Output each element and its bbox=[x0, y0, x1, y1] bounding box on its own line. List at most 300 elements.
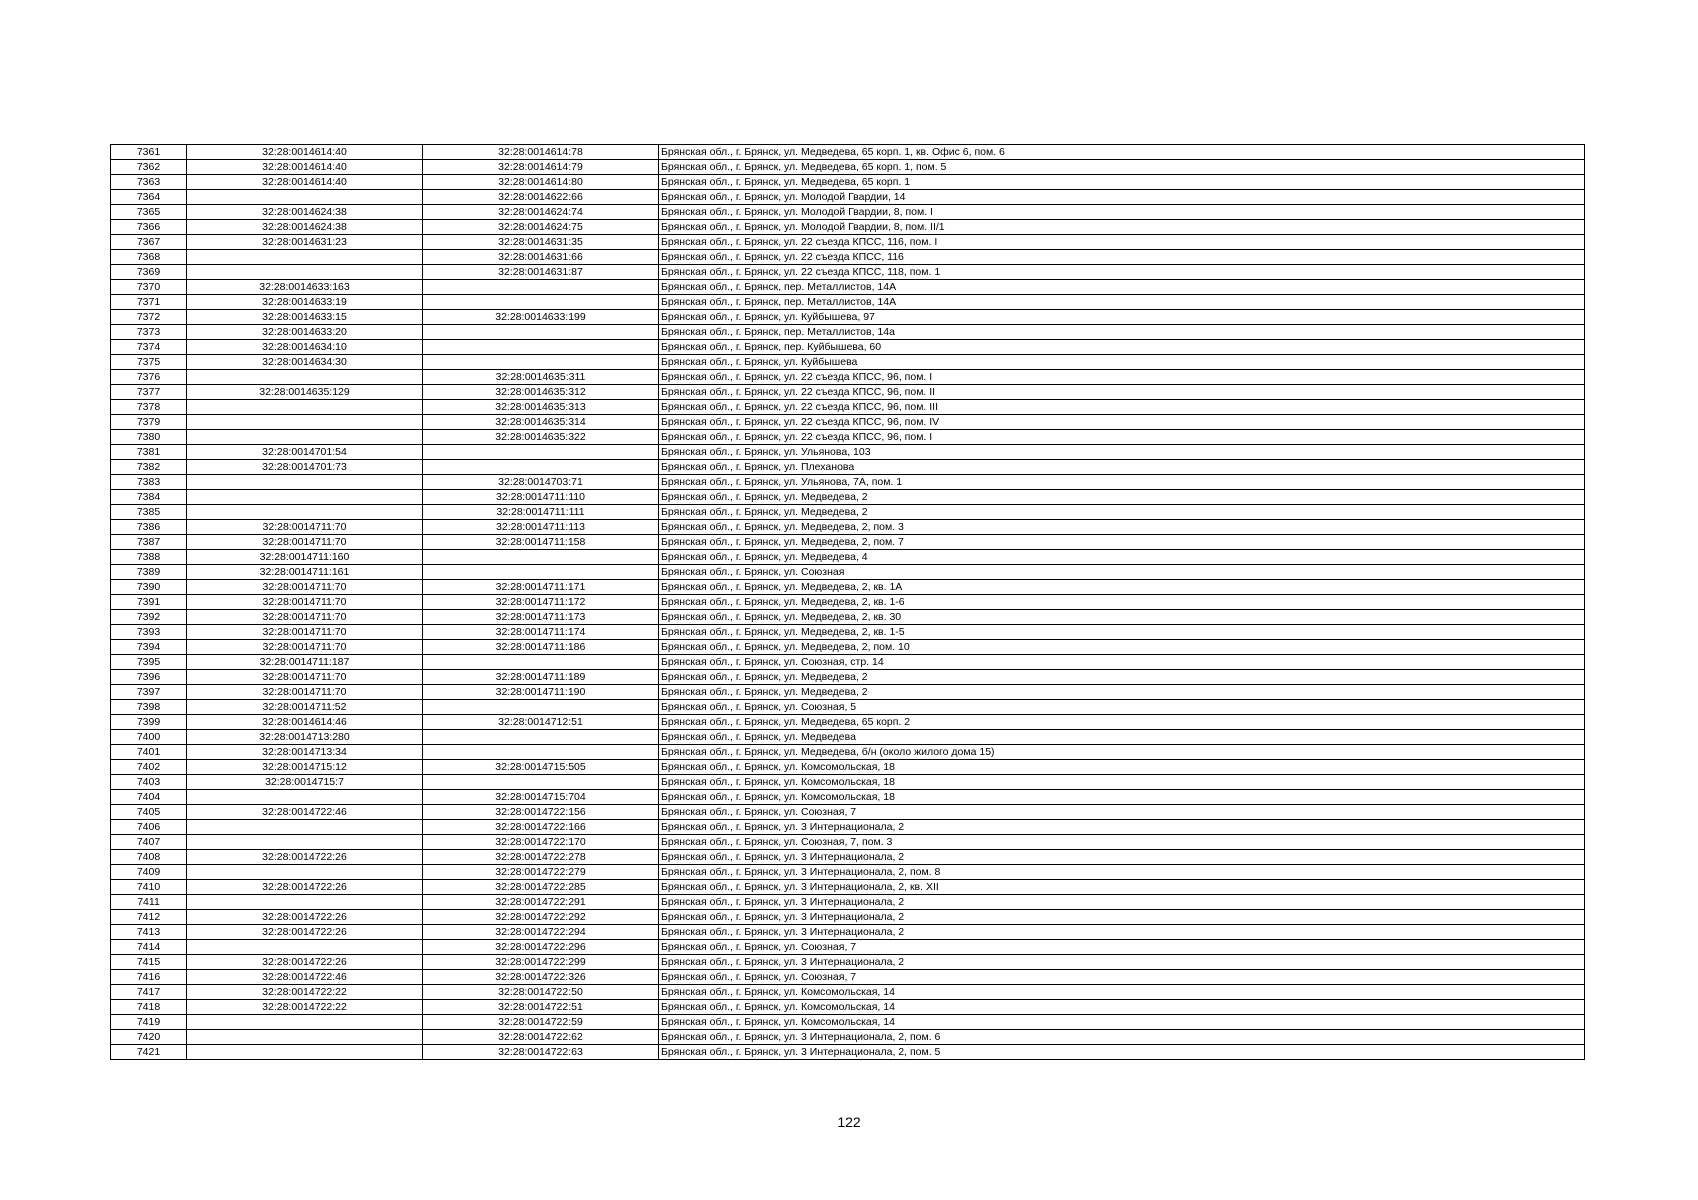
address-cell: Брянская обл., г. Брянск, ул. Куйбышева, 97 bbox=[659, 310, 1585, 325]
object-number-cell: 32:28:0014722:170 bbox=[423, 835, 659, 850]
object-number-cell: 32:28:0014722:59 bbox=[423, 1015, 659, 1030]
address-cell: Брянская обл., г. Брянск, ул. Медведева, 65 корп. 2 bbox=[659, 715, 1585, 730]
object-number-cell: 32:28:0014715:505 bbox=[423, 760, 659, 775]
parcel-number-cell: 32:28:0014633:20 bbox=[187, 325, 423, 340]
address-cell: Брянская обл., г. Брянск, пер. Металлистов, 14А bbox=[659, 295, 1585, 310]
parcel-number-cell: 32:28:0014715:12 bbox=[187, 760, 423, 775]
table-row bbox=[111, 370, 1585, 385]
address-cell: Брянская обл., г. Брянск, ул. 3 Интернационала, 2 bbox=[659, 910, 1585, 925]
table-row bbox=[111, 670, 1585, 685]
table-row bbox=[111, 865, 1585, 880]
table-row bbox=[111, 475, 1585, 490]
row-number-cell: 7406 bbox=[111, 820, 187, 835]
object-number-cell: 32:28:0014722:166 bbox=[423, 820, 659, 835]
address-cell: Брянская обл., г. Брянск, ул. Комсомольская, 14 bbox=[659, 1000, 1585, 1015]
table-row bbox=[111, 430, 1585, 445]
table-row bbox=[111, 760, 1585, 775]
address-cell: Брянская обл., г. Брянск, ул. 22 съезда КПСС, 96, пом. III bbox=[659, 400, 1585, 415]
table-row bbox=[111, 985, 1585, 1000]
parcel-number-cell: 32:28:0014722:26 bbox=[187, 955, 423, 970]
address-cell: Брянская обл., г. Брянск, ул. Медведева, б/н (около жилого дома 15) bbox=[659, 745, 1585, 760]
row-number-cell: 7398 bbox=[111, 700, 187, 715]
object-number-cell bbox=[423, 565, 659, 580]
parcel-number-cell bbox=[187, 940, 423, 955]
table-row bbox=[111, 355, 1585, 370]
parcel-number-cell: 32:28:0014633:163 bbox=[187, 280, 423, 295]
parcel-number-cell: 32:28:0014614:46 bbox=[187, 715, 423, 730]
parcel-number-cell: 32:28:0014722:46 bbox=[187, 805, 423, 820]
address-cell: Брянская обл., г. Брянск, ул. 22 съезда КПСС, 118, пом. 1 bbox=[659, 265, 1585, 280]
parcel-number-cell bbox=[187, 190, 423, 205]
table-row bbox=[111, 835, 1585, 850]
row-number-cell: 7368 bbox=[111, 250, 187, 265]
table-row bbox=[111, 1000, 1585, 1015]
address-cell: Брянская обл., г. Брянск, ул. 22 съезда КПСС, 96, пом. II bbox=[659, 385, 1585, 400]
table-row bbox=[111, 280, 1585, 295]
table-row bbox=[111, 610, 1585, 625]
row-number-cell: 7397 bbox=[111, 685, 187, 700]
parcel-number-cell: 32:28:0014711:52 bbox=[187, 700, 423, 715]
object-number-cell: 32:28:0014722:326 bbox=[423, 970, 659, 985]
address-cell: Брянская обл., г. Брянск, ул. Союзная, 7 bbox=[659, 970, 1585, 985]
address-cell: Брянская обл., г. Брянск, ул. Медведева, 2, пом. 10 bbox=[659, 640, 1585, 655]
table-row bbox=[111, 730, 1585, 745]
table-row bbox=[111, 1015, 1585, 1030]
parcel-number-cell: 32:28:0014711:70 bbox=[187, 580, 423, 595]
table-row bbox=[111, 655, 1585, 670]
row-number-cell: 7390 bbox=[111, 580, 187, 595]
address-cell: Брянская обл., г. Брянск, ул. Молодой Гвардии, 14 bbox=[659, 190, 1585, 205]
object-number-cell: 32:28:0014722:291 bbox=[423, 895, 659, 910]
row-number-cell: 7377 bbox=[111, 385, 187, 400]
parcel-number-cell bbox=[187, 1015, 423, 1030]
row-number-cell: 7401 bbox=[111, 745, 187, 760]
parcel-number-cell: 32:28:0014722:46 bbox=[187, 970, 423, 985]
registry-table bbox=[110, 144, 1585, 1060]
address-cell: Брянская обл., г. Брянск, ул. 22 съезда КПСС, 116, пом. I bbox=[659, 235, 1585, 250]
object-number-cell: 32:28:0014711:189 bbox=[423, 670, 659, 685]
row-number-cell: 7374 bbox=[111, 340, 187, 355]
object-number-cell: 32:28:0014624:75 bbox=[423, 220, 659, 235]
row-number-cell: 7415 bbox=[111, 955, 187, 970]
address-cell: Брянская обл., г. Брянск, ул. Молодой Гвардии, 8, пом. II/1 bbox=[659, 220, 1585, 235]
object-number-cell: 32:28:0014722:296 bbox=[423, 940, 659, 955]
row-number-cell: 7365 bbox=[111, 205, 187, 220]
row-number-cell: 7407 bbox=[111, 835, 187, 850]
table-row bbox=[111, 1030, 1585, 1045]
table-row bbox=[111, 895, 1585, 910]
address-cell: Брянская обл., г. Брянск, ул. Союзная, 7 bbox=[659, 940, 1585, 955]
table-row bbox=[111, 505, 1585, 520]
parcel-number-cell: 32:28:0014722:26 bbox=[187, 925, 423, 940]
row-number-cell: 7410 bbox=[111, 880, 187, 895]
object-number-cell: 32:28:0014722:156 bbox=[423, 805, 659, 820]
row-number-cell: 7362 bbox=[111, 160, 187, 175]
parcel-number-cell: 32:28:0014722:22 bbox=[187, 985, 423, 1000]
table-row bbox=[111, 880, 1585, 895]
address-cell: Брянская обл., г. Брянск, ул. Ульянова, 103 bbox=[659, 445, 1585, 460]
object-number-cell bbox=[423, 745, 659, 760]
table-row bbox=[111, 775, 1585, 790]
parcel-number-cell bbox=[187, 790, 423, 805]
address-cell: Брянская обл., г. Брянск, ул. Комсомольская, 18 bbox=[659, 790, 1585, 805]
object-number-cell: 32:28:0014635:313 bbox=[423, 400, 659, 415]
parcel-number-cell bbox=[187, 1030, 423, 1045]
row-number-cell: 7416 bbox=[111, 970, 187, 985]
table-row bbox=[111, 550, 1585, 565]
row-number-cell: 7391 bbox=[111, 595, 187, 610]
row-number-cell: 7409 bbox=[111, 865, 187, 880]
parcel-number-cell bbox=[187, 265, 423, 280]
row-number-cell: 7388 bbox=[111, 550, 187, 565]
object-number-cell: 32:28:0014722:50 bbox=[423, 985, 659, 1000]
row-number-cell: 7373 bbox=[111, 325, 187, 340]
parcel-number-cell: 32:28:0014631:23 bbox=[187, 235, 423, 250]
address-cell: Брянская обл., г. Брянск, ул. Плеханова bbox=[659, 460, 1585, 475]
object-number-cell: 32:28:0014722:279 bbox=[423, 865, 659, 880]
address-cell: Брянская обл., г. Брянск, ул. Медведева, 2 bbox=[659, 670, 1585, 685]
table-row bbox=[111, 235, 1585, 250]
object-number-cell: 32:28:0014722:299 bbox=[423, 955, 659, 970]
table-row bbox=[111, 580, 1585, 595]
address-cell: Брянская обл., г. Брянск, ул. Медведева, 4 bbox=[659, 550, 1585, 565]
row-number-cell: 7399 bbox=[111, 715, 187, 730]
parcel-number-cell: 32:28:0014715:7 bbox=[187, 775, 423, 790]
row-number-cell: 7384 bbox=[111, 490, 187, 505]
table-row bbox=[111, 940, 1585, 955]
address-cell: Брянская обл., г. Брянск, ул. Комсомольская, 18 bbox=[659, 775, 1585, 790]
object-number-cell: 32:28:0014635:311 bbox=[423, 370, 659, 385]
address-cell: Брянская обл., г. Брянск, ул. Союзная, стр. 14 bbox=[659, 655, 1585, 670]
page-number: 122 bbox=[837, 1114, 861, 1130]
address-cell: Брянская обл., г. Брянск, ул. Медведева, 2, кв. 30 bbox=[659, 610, 1585, 625]
object-number-cell: 32:28:0014622:66 bbox=[423, 190, 659, 205]
address-cell: Брянская обл., г. Брянск, ул. Медведева, 2, кв. 1-6 bbox=[659, 595, 1585, 610]
table-row bbox=[111, 220, 1585, 235]
table-row bbox=[111, 250, 1585, 265]
table-row bbox=[111, 490, 1585, 505]
table-row bbox=[111, 325, 1585, 340]
row-number-cell: 7375 bbox=[111, 355, 187, 370]
parcel-number-cell: 32:28:0014701:54 bbox=[187, 445, 423, 460]
parcel-number-cell: 32:28:0014624:38 bbox=[187, 220, 423, 235]
table-row bbox=[111, 445, 1585, 460]
parcel-number-cell bbox=[187, 835, 423, 850]
table-row bbox=[111, 535, 1585, 550]
parcel-number-cell: 32:28:0014713:34 bbox=[187, 745, 423, 760]
row-number-cell: 7385 bbox=[111, 505, 187, 520]
parcel-number-cell: 32:28:0014711:160 bbox=[187, 550, 423, 565]
parcel-number-cell: 32:28:0014711:161 bbox=[187, 565, 423, 580]
object-number-cell: 32:28:0014722:63 bbox=[423, 1045, 659, 1060]
parcel-number-cell: 32:28:0014635:129 bbox=[187, 385, 423, 400]
row-number-cell: 7396 bbox=[111, 670, 187, 685]
row-number-cell: 7402 bbox=[111, 760, 187, 775]
object-number-cell: 32:28:0014711:173 bbox=[423, 610, 659, 625]
address-cell: Брянская обл., г. Брянск, ул. Куйбышева bbox=[659, 355, 1585, 370]
row-number-cell: 7393 bbox=[111, 625, 187, 640]
parcel-number-cell: 32:28:0014634:30 bbox=[187, 355, 423, 370]
table-row bbox=[111, 310, 1585, 325]
parcel-number-cell: 32:28:0014722:22 bbox=[187, 1000, 423, 1015]
address-cell: Брянская обл., г. Брянск, ул. 3 Интернационала, 2, пом. 6 bbox=[659, 1030, 1585, 1045]
parcel-number-cell bbox=[187, 250, 423, 265]
address-cell: Брянская обл., г. Брянск, ул. Медведева, 2, пом. 7 bbox=[659, 535, 1585, 550]
parcel-number-cell: 32:28:0014633:15 bbox=[187, 310, 423, 325]
address-cell: Брянская обл., г. Брянск, ул. Медведева, 2 bbox=[659, 490, 1585, 505]
row-number-cell: 7361 bbox=[111, 145, 187, 160]
object-number-cell: 32:28:0014722:285 bbox=[423, 880, 659, 895]
object-number-cell bbox=[423, 460, 659, 475]
row-number-cell: 7412 bbox=[111, 910, 187, 925]
row-number-cell: 7366 bbox=[111, 220, 187, 235]
row-number-cell: 7400 bbox=[111, 730, 187, 745]
table-row bbox=[111, 145, 1585, 160]
object-number-cell: 32:28:0014635:322 bbox=[423, 430, 659, 445]
address-cell: Брянская обл., г. Брянск, пер. Металлистов, 14А bbox=[659, 280, 1585, 295]
table-row bbox=[111, 205, 1585, 220]
row-number-cell: 7404 bbox=[111, 790, 187, 805]
address-cell: Брянская обл., г. Брянск, ул. Медведева, 65 корп. 1, кв. Офис 6, пом. 6 bbox=[659, 145, 1585, 160]
parcel-number-cell: 32:28:0014614:40 bbox=[187, 160, 423, 175]
object-number-cell bbox=[423, 295, 659, 310]
address-cell: Брянская обл., г. Брянск, ул. Медведева, 2, кв. 1-5 bbox=[659, 625, 1585, 640]
object-number-cell: 32:28:0014711:158 bbox=[423, 535, 659, 550]
parcel-number-cell bbox=[187, 430, 423, 445]
table-row bbox=[111, 1045, 1585, 1060]
object-number-cell: 32:28:0014712:51 bbox=[423, 715, 659, 730]
address-cell: Брянская обл., г. Брянск, ул. Медведева, 2, кв. 1А bbox=[659, 580, 1585, 595]
table-row bbox=[111, 340, 1585, 355]
row-number-cell: 7371 bbox=[111, 295, 187, 310]
row-number-cell: 7386 bbox=[111, 520, 187, 535]
object-number-cell: 32:28:0014631:66 bbox=[423, 250, 659, 265]
table-row bbox=[111, 640, 1585, 655]
address-cell: Брянская обл., г. Брянск, ул. Комсомольская, 18 bbox=[659, 760, 1585, 775]
parcel-number-cell bbox=[187, 475, 423, 490]
parcel-number-cell: 32:28:0014711:187 bbox=[187, 655, 423, 670]
address-cell: Брянская обл., г. Брянск, ул. Медведева, 2 bbox=[659, 685, 1585, 700]
parcel-number-cell: 32:28:0014614:40 bbox=[187, 175, 423, 190]
row-number-cell: 7367 bbox=[111, 235, 187, 250]
row-number-cell: 7418 bbox=[111, 1000, 187, 1015]
object-number-cell: 32:28:0014722:278 bbox=[423, 850, 659, 865]
row-number-cell: 7408 bbox=[111, 850, 187, 865]
address-cell: Брянская обл., г. Брянск, ул. 22 съезда КПСС, 96, пом. IV bbox=[659, 415, 1585, 430]
address-cell: Брянская обл., г. Брянск, ул. Медведева, 65 корп. 1, пом. 5 bbox=[659, 160, 1585, 175]
parcel-number-cell bbox=[187, 1045, 423, 1060]
parcel-number-cell: 32:28:0014711:70 bbox=[187, 610, 423, 625]
object-number-cell bbox=[423, 550, 659, 565]
table-row bbox=[111, 970, 1585, 985]
address-cell: Брянская обл., г. Брянск, ул. Ульянова, 7А, пом. 1 bbox=[659, 475, 1585, 490]
table-row bbox=[111, 415, 1585, 430]
table-row bbox=[111, 265, 1585, 280]
object-number-cell: 32:28:0014711:110 bbox=[423, 490, 659, 505]
parcel-number-cell bbox=[187, 370, 423, 385]
table-row bbox=[111, 160, 1585, 175]
address-cell: Брянская обл., г. Брянск, ул. Молодой Гвардии, 8, пом. I bbox=[659, 205, 1585, 220]
object-number-cell: 32:28:0014631:87 bbox=[423, 265, 659, 280]
row-number-cell: 7392 bbox=[111, 610, 187, 625]
parcel-number-cell: 32:28:0014722:26 bbox=[187, 880, 423, 895]
address-cell: Брянская обл., г. Брянск, ул. 3 Интернационала, 2 bbox=[659, 820, 1585, 835]
object-number-cell bbox=[423, 655, 659, 670]
row-number-cell: 7394 bbox=[111, 640, 187, 655]
object-number-cell bbox=[423, 325, 659, 340]
table-row bbox=[111, 715, 1585, 730]
table-row bbox=[111, 565, 1585, 580]
object-number-cell: 32:28:0014711:111 bbox=[423, 505, 659, 520]
object-number-cell: 32:28:0014722:294 bbox=[423, 925, 659, 940]
object-number-cell: 32:28:0014624:74 bbox=[423, 205, 659, 220]
row-number-cell: 7372 bbox=[111, 310, 187, 325]
parcel-number-cell: 32:28:0014711:70 bbox=[187, 640, 423, 655]
parcel-number-cell: 32:28:0014711:70 bbox=[187, 595, 423, 610]
row-number-cell: 7419 bbox=[111, 1015, 187, 1030]
address-cell: Брянская обл., г. Брянск, ул. 22 съезда КПСС, 96, пом. I bbox=[659, 430, 1585, 445]
table-row bbox=[111, 385, 1585, 400]
object-number-cell: 32:28:0014614:79 bbox=[423, 160, 659, 175]
table-row bbox=[111, 745, 1585, 760]
object-number-cell: 32:28:0014711:113 bbox=[423, 520, 659, 535]
table-row bbox=[111, 460, 1585, 475]
row-number-cell: 7383 bbox=[111, 475, 187, 490]
address-cell: Брянская обл., г. Брянск, ул. Комсомольская, 14 bbox=[659, 985, 1585, 1000]
object-number-cell bbox=[423, 730, 659, 745]
table-row bbox=[111, 955, 1585, 970]
address-cell: Брянская обл., г. Брянск, ул. Союзная, 7 bbox=[659, 805, 1585, 820]
table-row bbox=[111, 850, 1585, 865]
address-cell: Брянская обл., г. Брянск, ул. 3 Интернационала, 2 bbox=[659, 895, 1585, 910]
object-number-cell: 32:28:0014635:314 bbox=[423, 415, 659, 430]
object-number-cell: 32:28:0014633:199 bbox=[423, 310, 659, 325]
row-number-cell: 7381 bbox=[111, 445, 187, 460]
object-number-cell bbox=[423, 775, 659, 790]
row-number-cell: 7395 bbox=[111, 655, 187, 670]
object-number-cell bbox=[423, 355, 659, 370]
parcel-number-cell: 32:28:0014713:280 bbox=[187, 730, 423, 745]
address-cell: Брянская обл., г. Брянск, ул. 3 Интернационала, 2 bbox=[659, 955, 1585, 970]
row-number-cell: 7364 bbox=[111, 190, 187, 205]
row-number-cell: 7403 bbox=[111, 775, 187, 790]
row-number-cell: 7411 bbox=[111, 895, 187, 910]
row-number-cell: 7405 bbox=[111, 805, 187, 820]
parcel-number-cell: 32:28:0014722:26 bbox=[187, 910, 423, 925]
object-number-cell: 32:28:0014715:704 bbox=[423, 790, 659, 805]
address-cell: Брянская обл., г. Брянск, ул. Союзная, 7, пом. 3 bbox=[659, 835, 1585, 850]
table-row bbox=[111, 790, 1585, 805]
table-row bbox=[111, 625, 1585, 640]
object-number-cell: 32:28:0014631:35 bbox=[423, 235, 659, 250]
table-row bbox=[111, 190, 1585, 205]
parcel-number-cell: 32:28:0014711:70 bbox=[187, 625, 423, 640]
object-number-cell bbox=[423, 280, 659, 295]
object-number-cell: 32:28:0014711:190 bbox=[423, 685, 659, 700]
table-row bbox=[111, 820, 1585, 835]
parcel-number-cell bbox=[187, 490, 423, 505]
object-number-cell bbox=[423, 340, 659, 355]
address-cell: Брянская обл., г. Брянск, ул. 3 Интернационала, 2 bbox=[659, 925, 1585, 940]
object-number-cell: 32:28:0014703:71 bbox=[423, 475, 659, 490]
row-number-cell: 7382 bbox=[111, 460, 187, 475]
object-number-cell bbox=[423, 445, 659, 460]
row-number-cell: 7363 bbox=[111, 175, 187, 190]
parcel-number-cell bbox=[187, 820, 423, 835]
table-row bbox=[111, 685, 1585, 700]
parcel-number-cell bbox=[187, 865, 423, 880]
parcel-number-cell bbox=[187, 505, 423, 520]
table-row bbox=[111, 520, 1585, 535]
address-cell: Брянская обл., г. Брянск, ул. Комсомольская, 14 bbox=[659, 1015, 1585, 1030]
row-number-cell: 7421 bbox=[111, 1045, 187, 1060]
object-number-cell: 32:28:0014722:62 bbox=[423, 1030, 659, 1045]
row-number-cell: 7413 bbox=[111, 925, 187, 940]
parcel-number-cell: 32:28:0014711:70 bbox=[187, 520, 423, 535]
row-number-cell: 7414 bbox=[111, 940, 187, 955]
address-cell: Брянская обл., г. Брянск, ул. 22 съезда КПСС, 96, пом. I bbox=[659, 370, 1585, 385]
address-cell: Брянская обл., г. Брянск, ул. Медведева bbox=[659, 730, 1585, 745]
parcel-number-cell: 32:28:0014722:26 bbox=[187, 850, 423, 865]
parcel-number-cell bbox=[187, 415, 423, 430]
object-number-cell: 32:28:0014711:174 bbox=[423, 625, 659, 640]
address-cell: Брянская обл., г. Брянск, ул. Медведева, 65 корп. 1 bbox=[659, 175, 1585, 190]
address-cell: Брянская обл., г. Брянск, ул. Союзная bbox=[659, 565, 1585, 580]
address-cell: Брянская обл., г. Брянск, ул. 3 Интернационала, 2, пом. 8 bbox=[659, 865, 1585, 880]
object-number-cell: 32:28:0014711:172 bbox=[423, 595, 659, 610]
row-number-cell: 7420 bbox=[111, 1030, 187, 1045]
address-cell: Брянская обл., г. Брянск, ул. 3 Интернационала, 2 bbox=[659, 850, 1585, 865]
table-row bbox=[111, 805, 1585, 820]
row-number-cell: 7378 bbox=[111, 400, 187, 415]
table-row bbox=[111, 175, 1585, 190]
object-number-cell bbox=[423, 700, 659, 715]
object-number-cell: 32:28:0014722:51 bbox=[423, 1000, 659, 1015]
row-number-cell: 7380 bbox=[111, 430, 187, 445]
table-row bbox=[111, 295, 1585, 310]
address-cell: Брянская обл., г. Брянск, ул. 3 Интернационала, 2, кв. XII bbox=[659, 880, 1585, 895]
address-cell: Брянская обл., г. Брянск, пер. Куйбышева, 60 bbox=[659, 340, 1585, 355]
object-number-cell: 32:28:0014711:171 bbox=[423, 580, 659, 595]
row-number-cell: 7379 bbox=[111, 415, 187, 430]
parcel-number-cell bbox=[187, 400, 423, 415]
parcel-number-cell: 32:28:0014624:38 bbox=[187, 205, 423, 220]
object-number-cell: 32:28:0014711:186 bbox=[423, 640, 659, 655]
address-cell: Брянская обл., г. Брянск, ул. Союзная, 5 bbox=[659, 700, 1585, 715]
row-number-cell: 7376 bbox=[111, 370, 187, 385]
row-number-cell: 7389 bbox=[111, 565, 187, 580]
parcel-number-cell: 32:28:0014634:10 bbox=[187, 340, 423, 355]
object-number-cell: 32:28:0014614:80 bbox=[423, 175, 659, 190]
parcel-number-cell bbox=[187, 895, 423, 910]
row-number-cell: 7369 bbox=[111, 265, 187, 280]
row-number-cell: 7417 bbox=[111, 985, 187, 1000]
table-row bbox=[111, 400, 1585, 415]
address-cell: Брянская обл., г. Брянск, пер. Металлистов, 14а bbox=[659, 325, 1585, 340]
parcel-number-cell: 32:28:0014711:70 bbox=[187, 685, 423, 700]
object-number-cell: 32:28:0014722:292 bbox=[423, 910, 659, 925]
table-row bbox=[111, 910, 1585, 925]
table-row bbox=[111, 925, 1585, 940]
parcel-number-cell: 32:28:0014711:70 bbox=[187, 670, 423, 685]
parcel-number-cell: 32:28:0014614:40 bbox=[187, 145, 423, 160]
table-row bbox=[111, 595, 1585, 610]
table-row bbox=[111, 700, 1585, 715]
parcel-number-cell: 32:28:0014701:73 bbox=[187, 460, 423, 475]
address-cell: Брянская обл., г. Брянск, ул. Медведева, 2 bbox=[659, 505, 1585, 520]
address-cell: Брянская обл., г. Брянск, ул. 3 Интернационала, 2, пом. 5 bbox=[659, 1045, 1585, 1060]
row-number-cell: 7387 bbox=[111, 535, 187, 550]
